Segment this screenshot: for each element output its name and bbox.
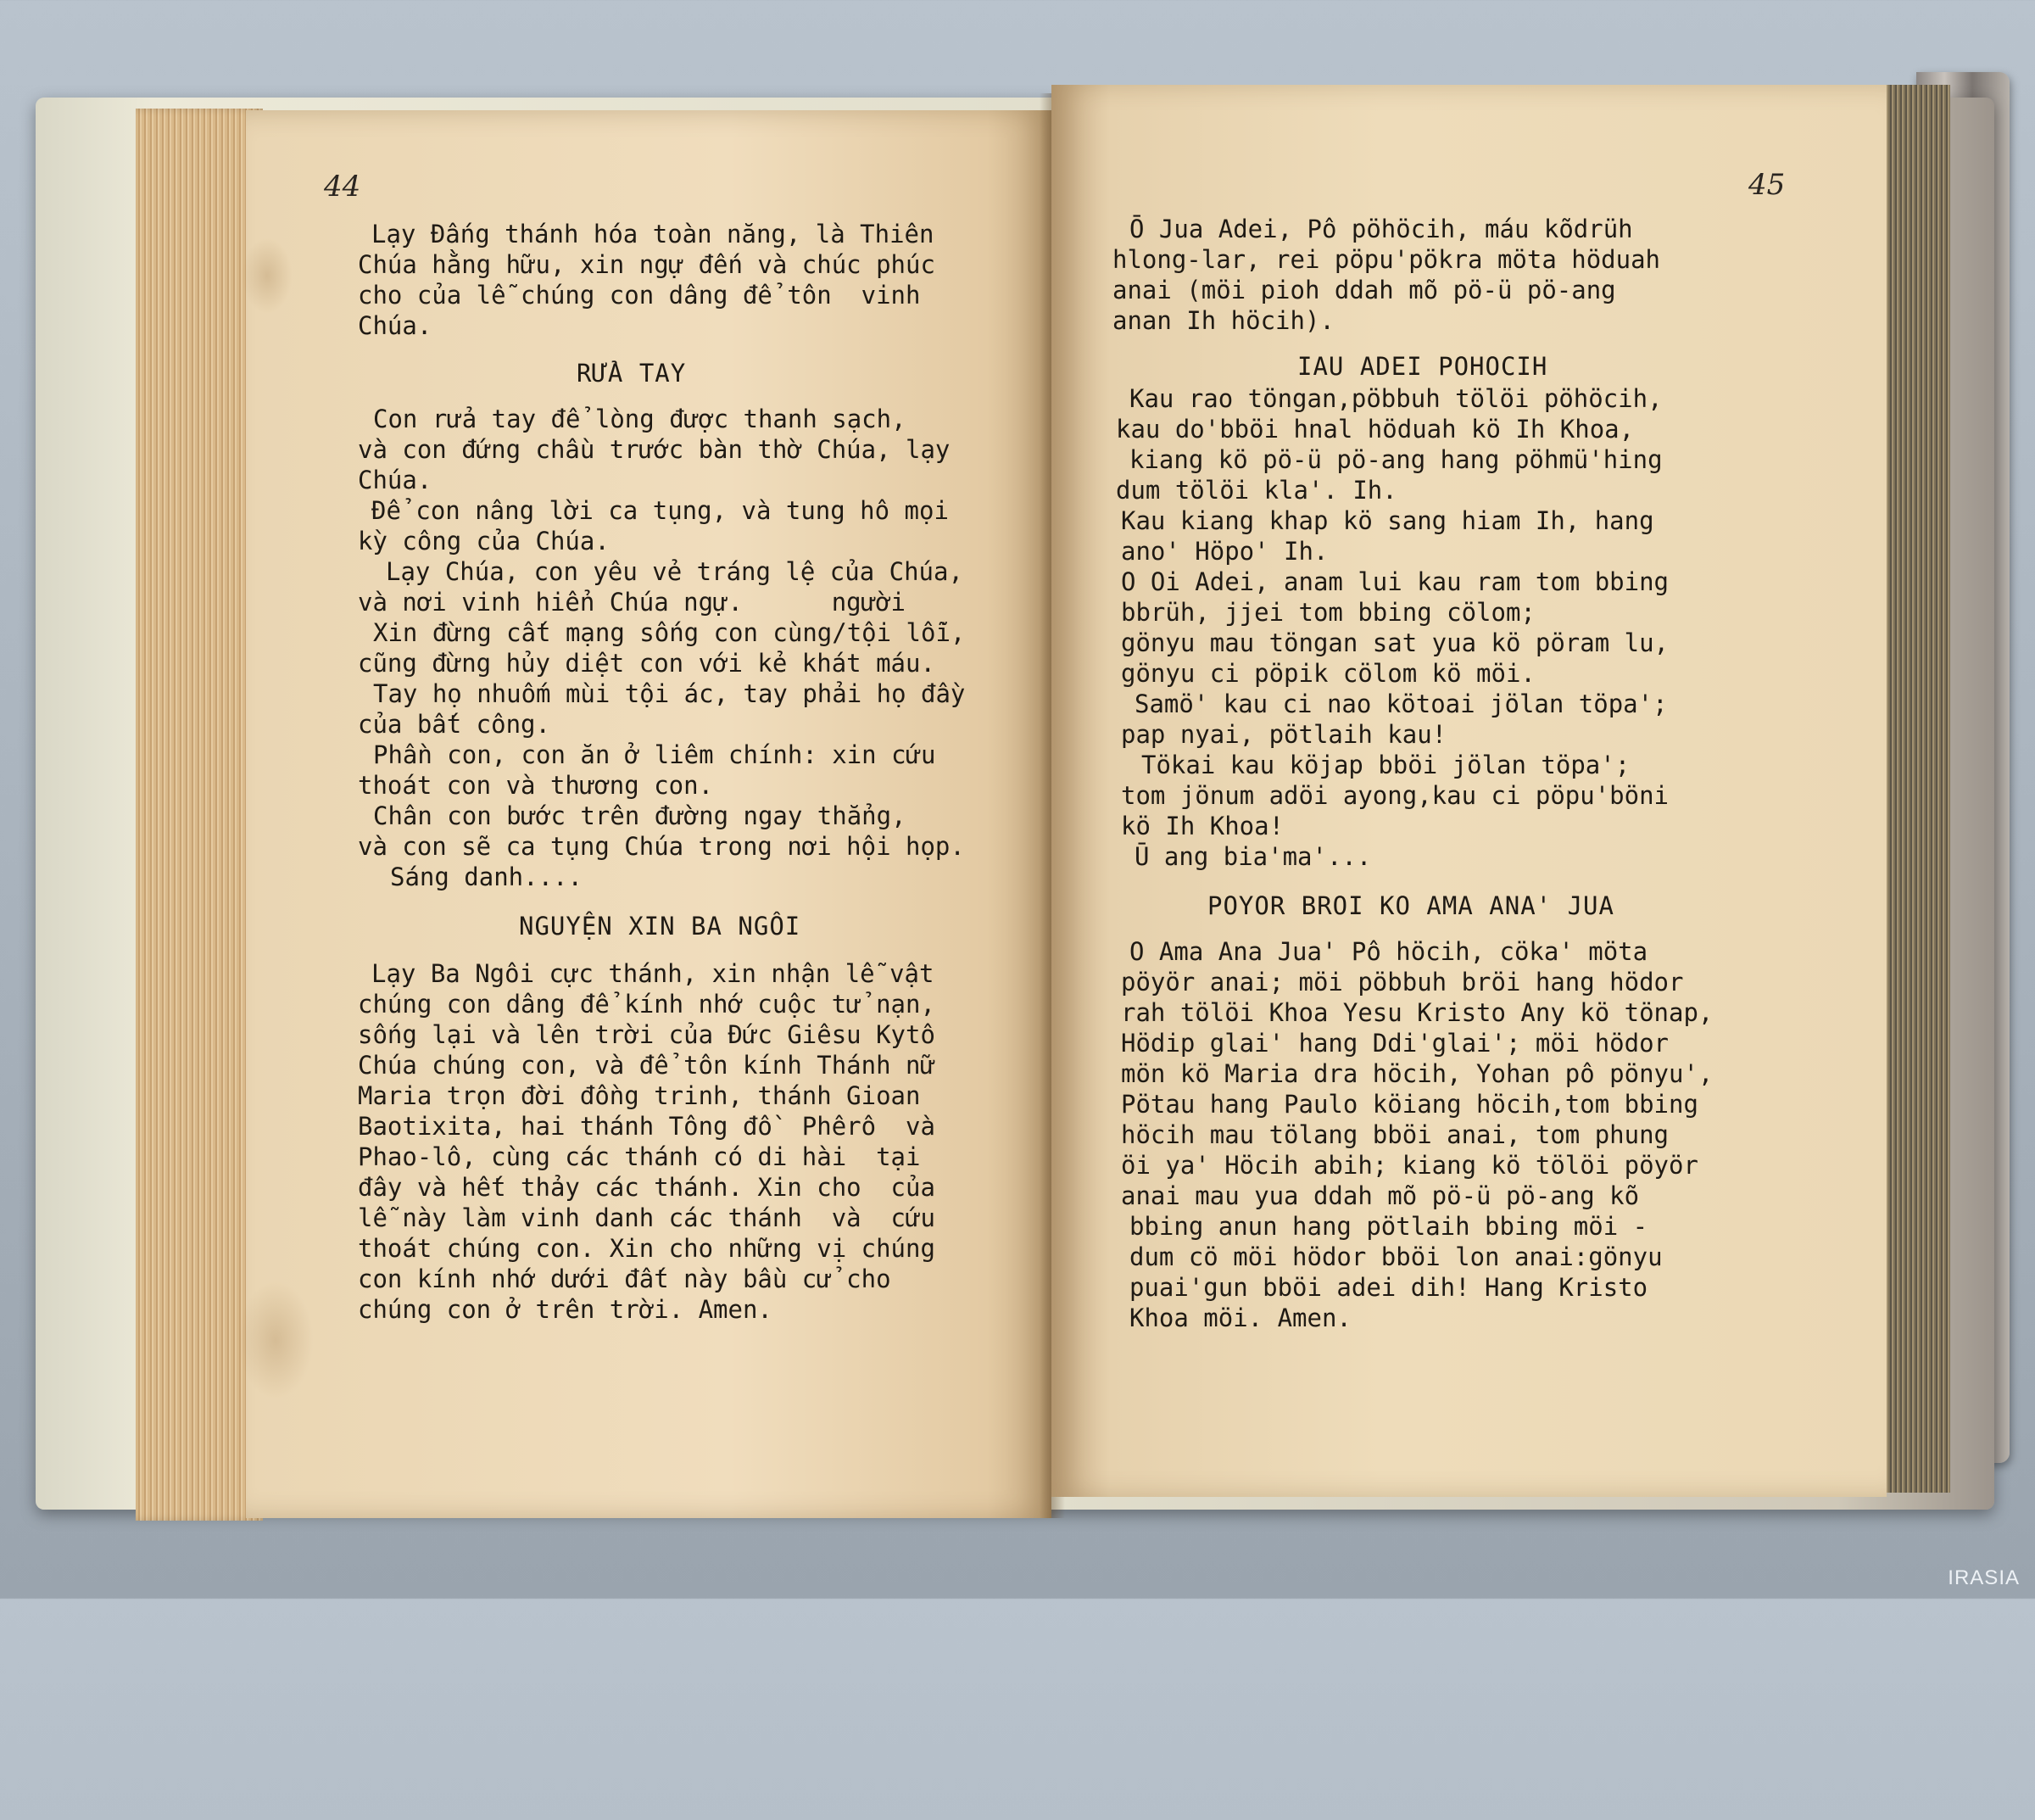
text-line: cho của lễ chúng con dâng để tôn vinh [358, 281, 921, 310]
text-line: và con sẽ ca tụng Chúa trong nơi hội họp. [358, 832, 965, 861]
text-line: kiang kö pö-ü pö-ang hang pöhmü'hing [1129, 445, 1663, 474]
right-page [1051, 85, 1887, 1497]
text-line: Phao-lô, cùng các thánh có di hài tại [358, 1142, 921, 1171]
text-line: chúng con ở trên trời. Amen. [358, 1295, 772, 1324]
text-line: Lạy Chúa, con yêu vẻ tráng lệ của Chúa, [386, 557, 963, 586]
text-line: cũng đừng hủy diệt con với kẻ khát máu. [358, 649, 935, 678]
text-line: hlong-lar, rei pöpu'pökra möta höduah [1112, 245, 1661, 274]
text-line: Chúa chúng con, và để tôn kính Thánh nữ [358, 1051, 935, 1080]
text-line: Tay họ nhuốm mùi tội ác, tay phải họ đầy [373, 679, 966, 708]
text-line: sống lại và lên trời của Đức Giêsu Kytô [358, 1020, 935, 1049]
text-line: mön kö Maria dra höcih, Yohan pô pönyu', [1121, 1059, 1714, 1088]
text-line: anan Ih höcih). [1112, 306, 1335, 335]
text-line: Baotixita, hai thánh Tông đồ Phêrô và [358, 1112, 935, 1141]
text-line: ano' Höpo' Ih. [1121, 537, 1329, 566]
text-line: gönyu mau töngan sat yua kö pöram lu, [1121, 628, 1670, 657]
text-line: pap nyai, pötlaih kau! [1121, 720, 1447, 749]
text-line: anai (möi pioh ddah mõ pö-ü pö-ang [1112, 276, 1616, 304]
left-page [246, 110, 1051, 1518]
text-line: Kau kiang khap kö sang hiam Ih, hang [1121, 506, 1654, 535]
text-block-ba-ngoi [246, 959, 1051, 1759]
text-line: Pötau hang Paulo köiang höcih,tom bbing [1121, 1090, 1698, 1119]
text-line: gönyu ci pöpik cölom kö möi. [1121, 659, 1536, 688]
text-line: tom jönum adöi ayong,kau ci pöpu'böni [1121, 781, 1670, 810]
text-line: Ū ang bia'ma'... [1135, 842, 1372, 871]
text-line: thoát con và thương con. [358, 771, 714, 800]
text-line: Lạy Ba Ngôi cực thánh, xin nhận lễ vật [371, 959, 934, 988]
section-heading: RỬA TAY [577, 359, 687, 388]
text-line: Ō Jua Adei, Pô pöhöcih, máu kõdrüh [1129, 215, 1633, 243]
text-line: lễ này làm vinh danh các thánh và cứu [358, 1203, 935, 1232]
page-number: 45 [1748, 168, 1786, 202]
text-line: Chúa hằng hữu, xin ngự đến và chúc phúc [358, 250, 935, 279]
text-line: kö Ih Khoa! [1121, 812, 1285, 840]
text-line: Samö' kau ci nao kötoai jölan töpa'; [1135, 689, 1668, 718]
text-line: anai mau yua ddah mõ pö-ü pö-ang kõ [1121, 1181, 1640, 1210]
text-line: Chúa. [358, 311, 432, 340]
page-stain [237, 1281, 314, 1399]
text-line: Chúa. [358, 466, 432, 494]
text-line: Maria trọn đời đồng trinh, thánh Gioan [358, 1081, 921, 1110]
text-line: Tökai kau köjap bböi jölan töpa'; [1141, 751, 1631, 779]
text-line: rah tölöi Khoa Yesu Kristo Any kö tönap, [1121, 998, 1714, 1027]
text-line: Hödip glai' hang Ddi'glai'; möi hödor [1121, 1029, 1670, 1058]
text-line: O Ama Ana Jua' Pô höcih, cöka' möta [1129, 937, 1648, 966]
page-number: 44 [324, 170, 361, 204]
text-line: Sáng danh.... [390, 863, 583, 891]
text-line: pöyör anai; möi pöbbuh bröi hang hödor [1121, 968, 1684, 997]
text-line: Con rửa tay để lòng được thanh sạch, [373, 405, 906, 433]
text-line: bbing anun hang pötlaih bbing möi - [1129, 1212, 1648, 1241]
page-stain [242, 237, 293, 314]
text-line: Khoa möi. Amen. [1129, 1304, 1352, 1332]
section-heading: IAU ADEI POHOCIH [1297, 352, 1548, 381]
text-line: Chân con bước trên đường ngay thẳng, [373, 801, 906, 830]
text-line: puai'gun bböi adei dih! Hang Kristo [1129, 1273, 1648, 1302]
text-line: kau do'bböi hnal höduah kö Ih Khoa, [1116, 415, 1635, 444]
text-line: höcih mau tölang bböi anai, tom phung [1121, 1120, 1670, 1149]
text-line: dum tölöi kla'. Ih. [1116, 476, 1397, 505]
section-heading: NGUYỆN XIN BA NGÔI [519, 912, 801, 941]
text-line: và con đứng chầu trước bàn thờ Chúa, lạy [358, 435, 951, 464]
text-line: öi ya' Höcih abih; kiang kö tölöi pöyör [1121, 1151, 1698, 1180]
text-line: đây và hết thảy các thánh. Xin cho của [358, 1173, 935, 1202]
text-line: chúng con dâng để kính nhớ cuộc tử nạn, [358, 990, 935, 1019]
text-line: Lạy Đấng thánh hóa toàn năng, là Thiên [371, 220, 934, 248]
text-line: và nơi vinh hiển Chúa ngự. người [358, 588, 906, 617]
text-line: O Oi Adei, anam lui kau ram tom bbing [1121, 567, 1670, 596]
text-line: bbrüh, jjei tom bbing cölom; [1121, 598, 1536, 627]
text-line: kỳ công của Chúa. [358, 527, 610, 555]
text-line: thoát chúng con. Xin cho những vị chúng [358, 1234, 935, 1263]
text-line: dum cö möi hödor bböi lon anai:gönyu [1129, 1242, 1663, 1271]
text-line: Kau rao töngan,pöbbuh tölöi pöhöcih, [1129, 384, 1663, 413]
text-line: Xin đừng cất mạng sống con cùng/tội lỗi, [373, 618, 966, 647]
watermark: IRASIA [1948, 1566, 2020, 1589]
section-heading: POYOR BROI KO AMA ANA' JUA [1207, 891, 1614, 920]
text-block-poyor-broi [1051, 937, 1887, 1703]
text-line: Phần con, con ăn ở liêm chính: xin cứu [373, 740, 936, 769]
text-line: Để con nâng lời ca tụng, và tung hô mọi [371, 496, 949, 525]
text-line: của bất công. [358, 710, 550, 739]
text-line: con kính nhớ dưới đất này bầu cử cho [358, 1265, 891, 1293]
